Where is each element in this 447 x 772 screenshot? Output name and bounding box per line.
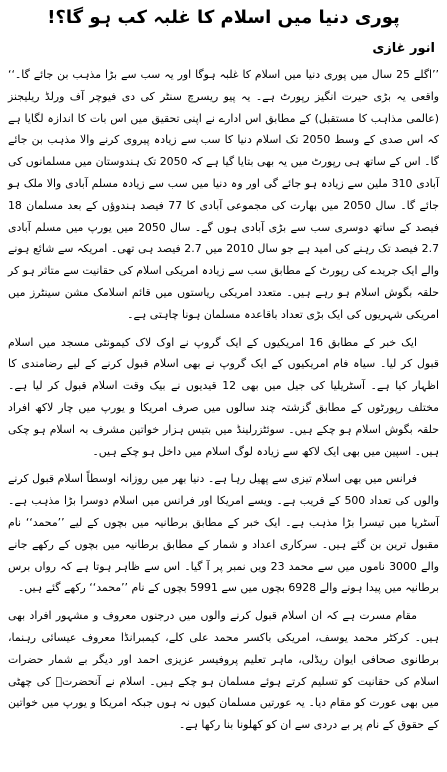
article-paragraph: ’’اگلے 25 سال میں پوری دنیا میں اسلام کا غلبہ ہوگا اور یہ سب سے بڑا مذہب بن جائے گا۔‘‘ واقعی یہ بڑی حیرت انگیز رپورٹ ہے۔ یہ پیو ریسرچ سنٹر کی دی فیوچر آف ورلڈ ریلیجنز (عالمی مذاہب کا مستقبل) کے مطابق اس ادارے نے اپنی تحقیق میں اس بات کا اندازہ لگایا ہے کہ اس صدی کے وسط 2050 تک اسلام دنیا کا سب سے زیادہ پیروی کرنے والا مذہب بن جائے گا۔ اس کے ساتھ ہی رپورٹ میں یہ بھی بتایا گیا ہے کہ 2050 تک ہندوستان میں مسلمانوں کی آبادی 310 ملین سے زیادہ ہو جائے گی اور وہ دنیا میں سب سے زیادہ مسلم آبادی والا ملک ہو جائے گا۔ سال 2050 میں بھارت کی مجموعی آبادی کا 77 فیصد ہندوؤں کے بعد مسلمان 18 فیصد کے ساتھ دوسری سب سے بڑی آبادی ہوں گے۔ سال 2050 میں یورپ میں مسلم آبادی 2.7 فیصد تک رہنے کی امید ہے جو سال 2010 میں 2.7 فیصد ہی تھی۔ امریکہ سے شائع ہونے والے ایک جریدے کی رپورٹ کے مطابق سب سے زیادہ امریکی اسلام کی حقانیت سے متاثر ہو کر حلقہ بگوش اسلام ہو رہے ہیں۔ متعدد امریکی ریاستوں میں قائم اسلامک مشن سینٹرز میں امریکی شہریوں کی ایک بڑی تعداد باقاعدہ مسلمان ہونا چاہتی ہے۔ (8, 68, 439, 321)
article-paragraph: مقام مسرت ہے کہ ان اسلام قبول کرنے والوں میں درجنوں معروف و مشہور افراد بھی ہیں۔ کرکٹر محمد یوسف، امریکی باکسر محمد علی کلے، کیمبرانڈا معروف عیسائی رہنما، برطانوی صحافی ایوان ریڈلی، ماہر تعلیم پروفیسر عزیزی احمد اور دیگر بے شمار حضرات اسلام کی حقانیت کو تسلیم کرتے ہوئے مسلمان ہو چکے ہیں۔ اسلام نے آنحضرتؐ کی چھٹی میں بھی عورت کو مقام دیا۔ یہ عورتیں مسلمان کیوں نہ ہوں جبکہ امریکا و یورپ میں خواتین کے حقوق کے نام پر بے دردی سے ان کو کھلونا بنا رکھا ہے۔ (8, 609, 439, 732)
article-paragraph: فرانس میں بھی اسلام تیزی سے پھیل رہا ہے۔ دنیا بھر میں روزانہ اوسطاً اسلام قبول کرنے والوں کی تعداد 500 کے قریب ہے۔ ویسے امریکا اور فرانس میں اسلام دوسرا بڑا مذہب ہے۔ آسٹریا میں تیسرا بڑا مذہب ہے۔ ایک خبر کے مطابق برطانیہ میں بچوں کے لیے ’’محمد‘‘ نام مقبول ترین بن گئے ہیں۔ سرکاری اعداد و شمار کے مطابق برطانیہ میں بچوں کے رکھے جانے والے 3000 ناموں میں سے محمد 23 ویں نمبر پر آ گیا۔ اس سے ظاہر ہوتا ہے کہ رواں برس برطانیہ میں پیدا ہونے والے 6928 بچوں میں سے 5991 بچوں کے نام ’’محمد‘‘ رکھے گئے ہیں۔ (8, 472, 439, 595)
article-body (8, 64, 439, 742)
article-author: انور غازی (372, 41, 435, 56)
article-paragraph: ایک خبر کے مطابق 16 امریکیوں کے ایک گروپ نے اوک لاک کیمونٹی مسجد میں اسلام قبول کر لیا۔ سیاہ فام امریکیوں کے ایک گروپ نے بھی اسلام قبول کرنے کے لیے رضامندی کا اظہار کیا ہے۔ آسٹریلیا کی جیل میں بھی 12 قیدیوں نے بیک وقت اسلام قبول کر لیا ہے۔ مختلف رپورٹوں کے مطابق گزشتہ چند سالوں میں صرف امریکا و یورپ میں چار لاکھ افراد حلقہ بگوش اسلام ہو چکے ہیں۔ سوئٹزرلینڈ میں بتیس ہزار خواتین مشرف بہ اسلام ہو چکی ہیں۔ اسپین میں بھی ایک لاکھ سے زیادہ لوگ اسلام میں داخل ہو چکے ہیں۔ (8, 335, 439, 458)
article-title: پوری دنیا میں اسلام کا غلبہ کب ہو گا؟! (47, 7, 400, 28)
